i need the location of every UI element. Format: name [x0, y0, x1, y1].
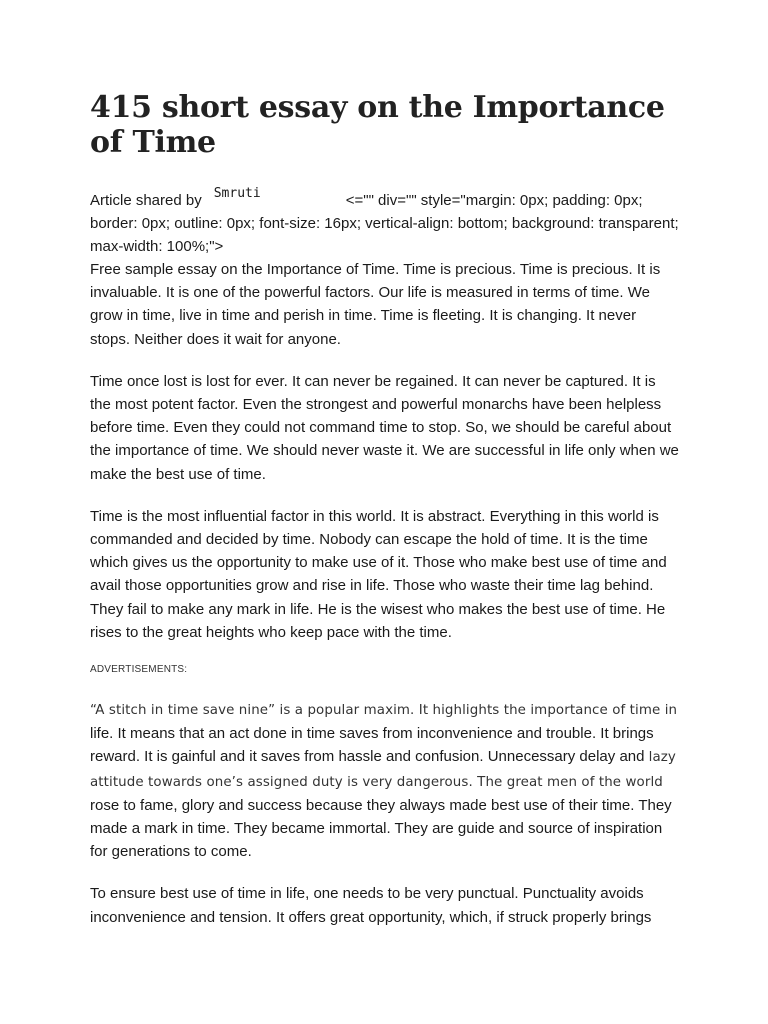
paragraph-4-part-2: life. It means that an act done in time saves from inconvenience and trouble. It brings reward. It is gainful and it saves from hassle and confusion. Unnecessary delay and	[90, 725, 654, 766]
paragraph-3: Time is the most influential factor in this world. It is abstract. Everything in this world is commanded and decided by time. Nobody can escape the hold of time. It is the time which gives us the opportunity to make use of it. Those who make best use of time and avail those opportunities grow and rise in life. Those who waste their time lag behind. They fail to make any mark in life. He is the wisest who makes the best use of time. He rises to the great heights who keep pace with the time.	[90, 507, 667, 641]
paragraph-4-part-3: rose to fame, glory and success because they always made best use of their time. They made a mark in time. They became immortal. They are guide and source of inspiration for generations to come.	[90, 796, 672, 861]
paragraph-4	[90, 698, 680, 863]
meta-prefix: Article shared by	[90, 192, 202, 209]
paragraph-5: To ensure best use of time in life, one needs to be very punctual. Punctuality avoids inconvenience and tension. It offers great opportunity, which, if struck properly brings	[90, 885, 652, 926]
paragraph-4-line-mid: lazy attitude towards one’s assigned duty is very dangerous. The great men of the world	[90, 750, 676, 790]
paragraph-1: Free sample essay on the Importance of Time. Time is precious. Time is precious. It is invaluable. It is one of the powerful factors. Our life is measured in terms of time. We grow in time, live in time and perish in time. Time is fleeting. It is changing. It never stops. Neither does it wait for anyone.	[90, 261, 661, 348]
article-title: 415 short essay on the Importance of Time	[90, 90, 665, 160]
article	[90, 90, 680, 948]
paragraph-2: Time once lost is lost for ever. It can never be regained. It can never be captured. It is the most potent factor. Even the strongest and powerful monarchs have been helpless before time. Even they could not command time to stop. So, we should be careful about the importance of time. We should never waste it. We are successful in life only when we make the best use of time.	[90, 372, 679, 483]
advertisements-label: ADVERTISEMENTS:	[90, 664, 188, 676]
raw-markup-text: <="" div="" style="margin: 0px; padding: 0px; border: 0px; outline: 0px; font-size: 16px; vertical-align: bottom; background: transparent; max-width: 100%;">	[90, 192, 679, 255]
article-meta	[90, 187, 680, 258]
author-name[interactable]: Smruti	[213, 186, 261, 201]
paragraph-4-line-1: “A stitch in time save nine” is a popular maxim. It highlights the importance of time in	[90, 703, 678, 719]
